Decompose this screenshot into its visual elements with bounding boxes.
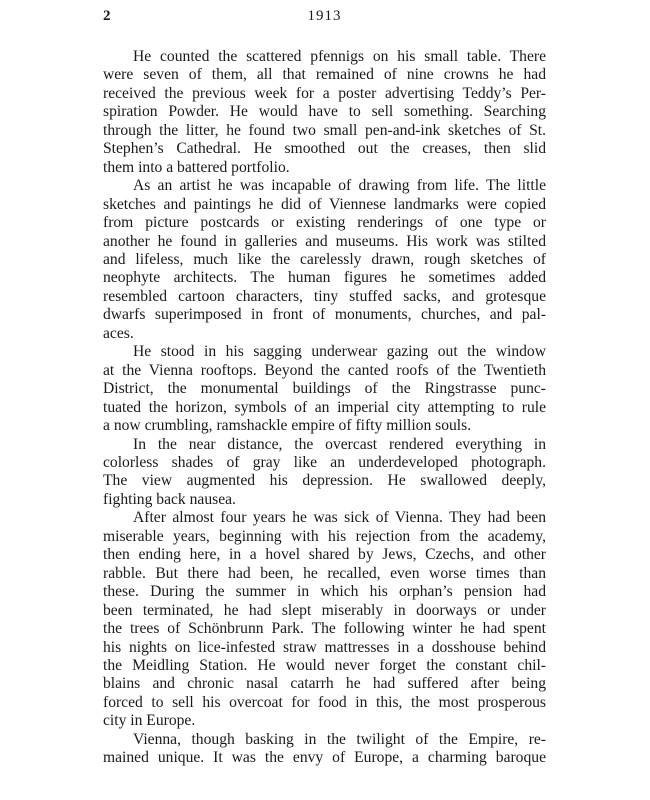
- text-line: the trees of Schönbrunn Park. The following winter he had spent: [103, 620, 546, 638]
- running-title: 1913: [307, 8, 342, 24]
- text-line: miserable years, beginning with his rejection from the academy,: [103, 527, 546, 545]
- text-line: resembled cartoon characters, tiny stuffed sacks, and grotesque: [103, 287, 546, 305]
- text-line: fighting back nausea.: [103, 490, 236, 508]
- text-line: his nights on lice-infested straw mattresses in a dosshouse behind: [103, 638, 546, 656]
- text-line: the Meidling Station. He would never forget the constant chil-: [103, 656, 546, 674]
- text-line: Vienna, though basking in the twilight of the Empire, re-: [133, 730, 546, 748]
- paragraph: [103, 177, 546, 343]
- text-line: then ending here, in a hovel shared by Jews, Czechs, and other: [103, 546, 546, 564]
- text-line: at the Vienna rooftops. Beyond the canted roofs of the Twentieth: [103, 361, 546, 379]
- text-line: Stephen’s Cathedral. He smoothed out the creases, then slid: [103, 140, 546, 158]
- text-line: spiration Powder. He would have to sell something. Searching: [103, 103, 546, 121]
- text-line: mained unique. It was the envy of Europe, a charming baroque: [103, 749, 546, 767]
- text-line: He stood in his sagging underwear gazing out the window: [133, 343, 546, 361]
- text-line: After almost four years he was sick of Vienna. They had been: [133, 509, 546, 527]
- text-line: sketches and paintings he did of Viennese landmarks were copied: [103, 195, 546, 213]
- text-line: from picture postcards or existing renderings of one type or: [103, 214, 546, 232]
- text-line: District, the monumental buildings of the Ringstrasse punc-: [103, 380, 546, 398]
- text-line: aces.: [103, 324, 134, 342]
- text-line: city in Europe.: [103, 712, 196, 730]
- running-head: [103, 8, 546, 30]
- text-line: As an artist he was incapable of drawing from life. The little: [133, 177, 546, 195]
- text-line: blains and chronic nasal catarrh he had suffered after being: [103, 675, 546, 693]
- text-line: were seven of them, all that remained of nine crowns he had: [103, 66, 546, 84]
- text-line: tuated the horizon, symbols of an imperial city attempting to rule: [103, 398, 546, 416]
- text-line: them into a battered portfolio.: [103, 158, 290, 176]
- text-line: a now crumbling, ramshackle empire of fifty million souls.: [103, 417, 472, 435]
- text-line: forced to sell his overcoat for food in this, the most prosperous: [103, 693, 546, 711]
- text-line: these. During the summer in which his orphan’s pension had: [103, 583, 546, 601]
- text-line: and lifeless, much like the carelessly drawn, rough sketches of: [103, 250, 546, 268]
- text-line: The view augmented his depression. He swallowed deeply,: [103, 472, 546, 490]
- text-line: He counted the scattered pfennigs on his small table. There: [133, 48, 546, 65]
- text-line: through the litter, he found two small pen-and-ink sketches of St.: [103, 121, 546, 139]
- text-line: dwarfs superimposed in front of monuments, churches, and pal-: [103, 306, 546, 324]
- text-line: been terminated, he had slept miserably in doorways or under: [103, 601, 546, 619]
- paragraph: [103, 436, 546, 510]
- paragraph: [103, 731, 546, 768]
- text-line: rabble. But there had been, he recalled, even worse times than: [103, 564, 546, 582]
- text-line: In the near distance, the overcast rendered everything in: [133, 435, 546, 453]
- paragraph: [103, 48, 546, 177]
- paragraph: [103, 509, 546, 730]
- page-number: 2: [103, 8, 111, 24]
- text-line: another he found in galleries and museums. His work was stilted: [103, 232, 546, 250]
- paragraph: [103, 343, 546, 435]
- body-text: [103, 48, 546, 768]
- text-line: colorless shades of gray like an underdeveloped photograph.: [103, 453, 546, 471]
- text-line: received the previous week for a poster advertising Teddy’s Per-: [103, 84, 546, 102]
- text-line: neophyte architects. The human figures he sometimes added: [103, 269, 546, 287]
